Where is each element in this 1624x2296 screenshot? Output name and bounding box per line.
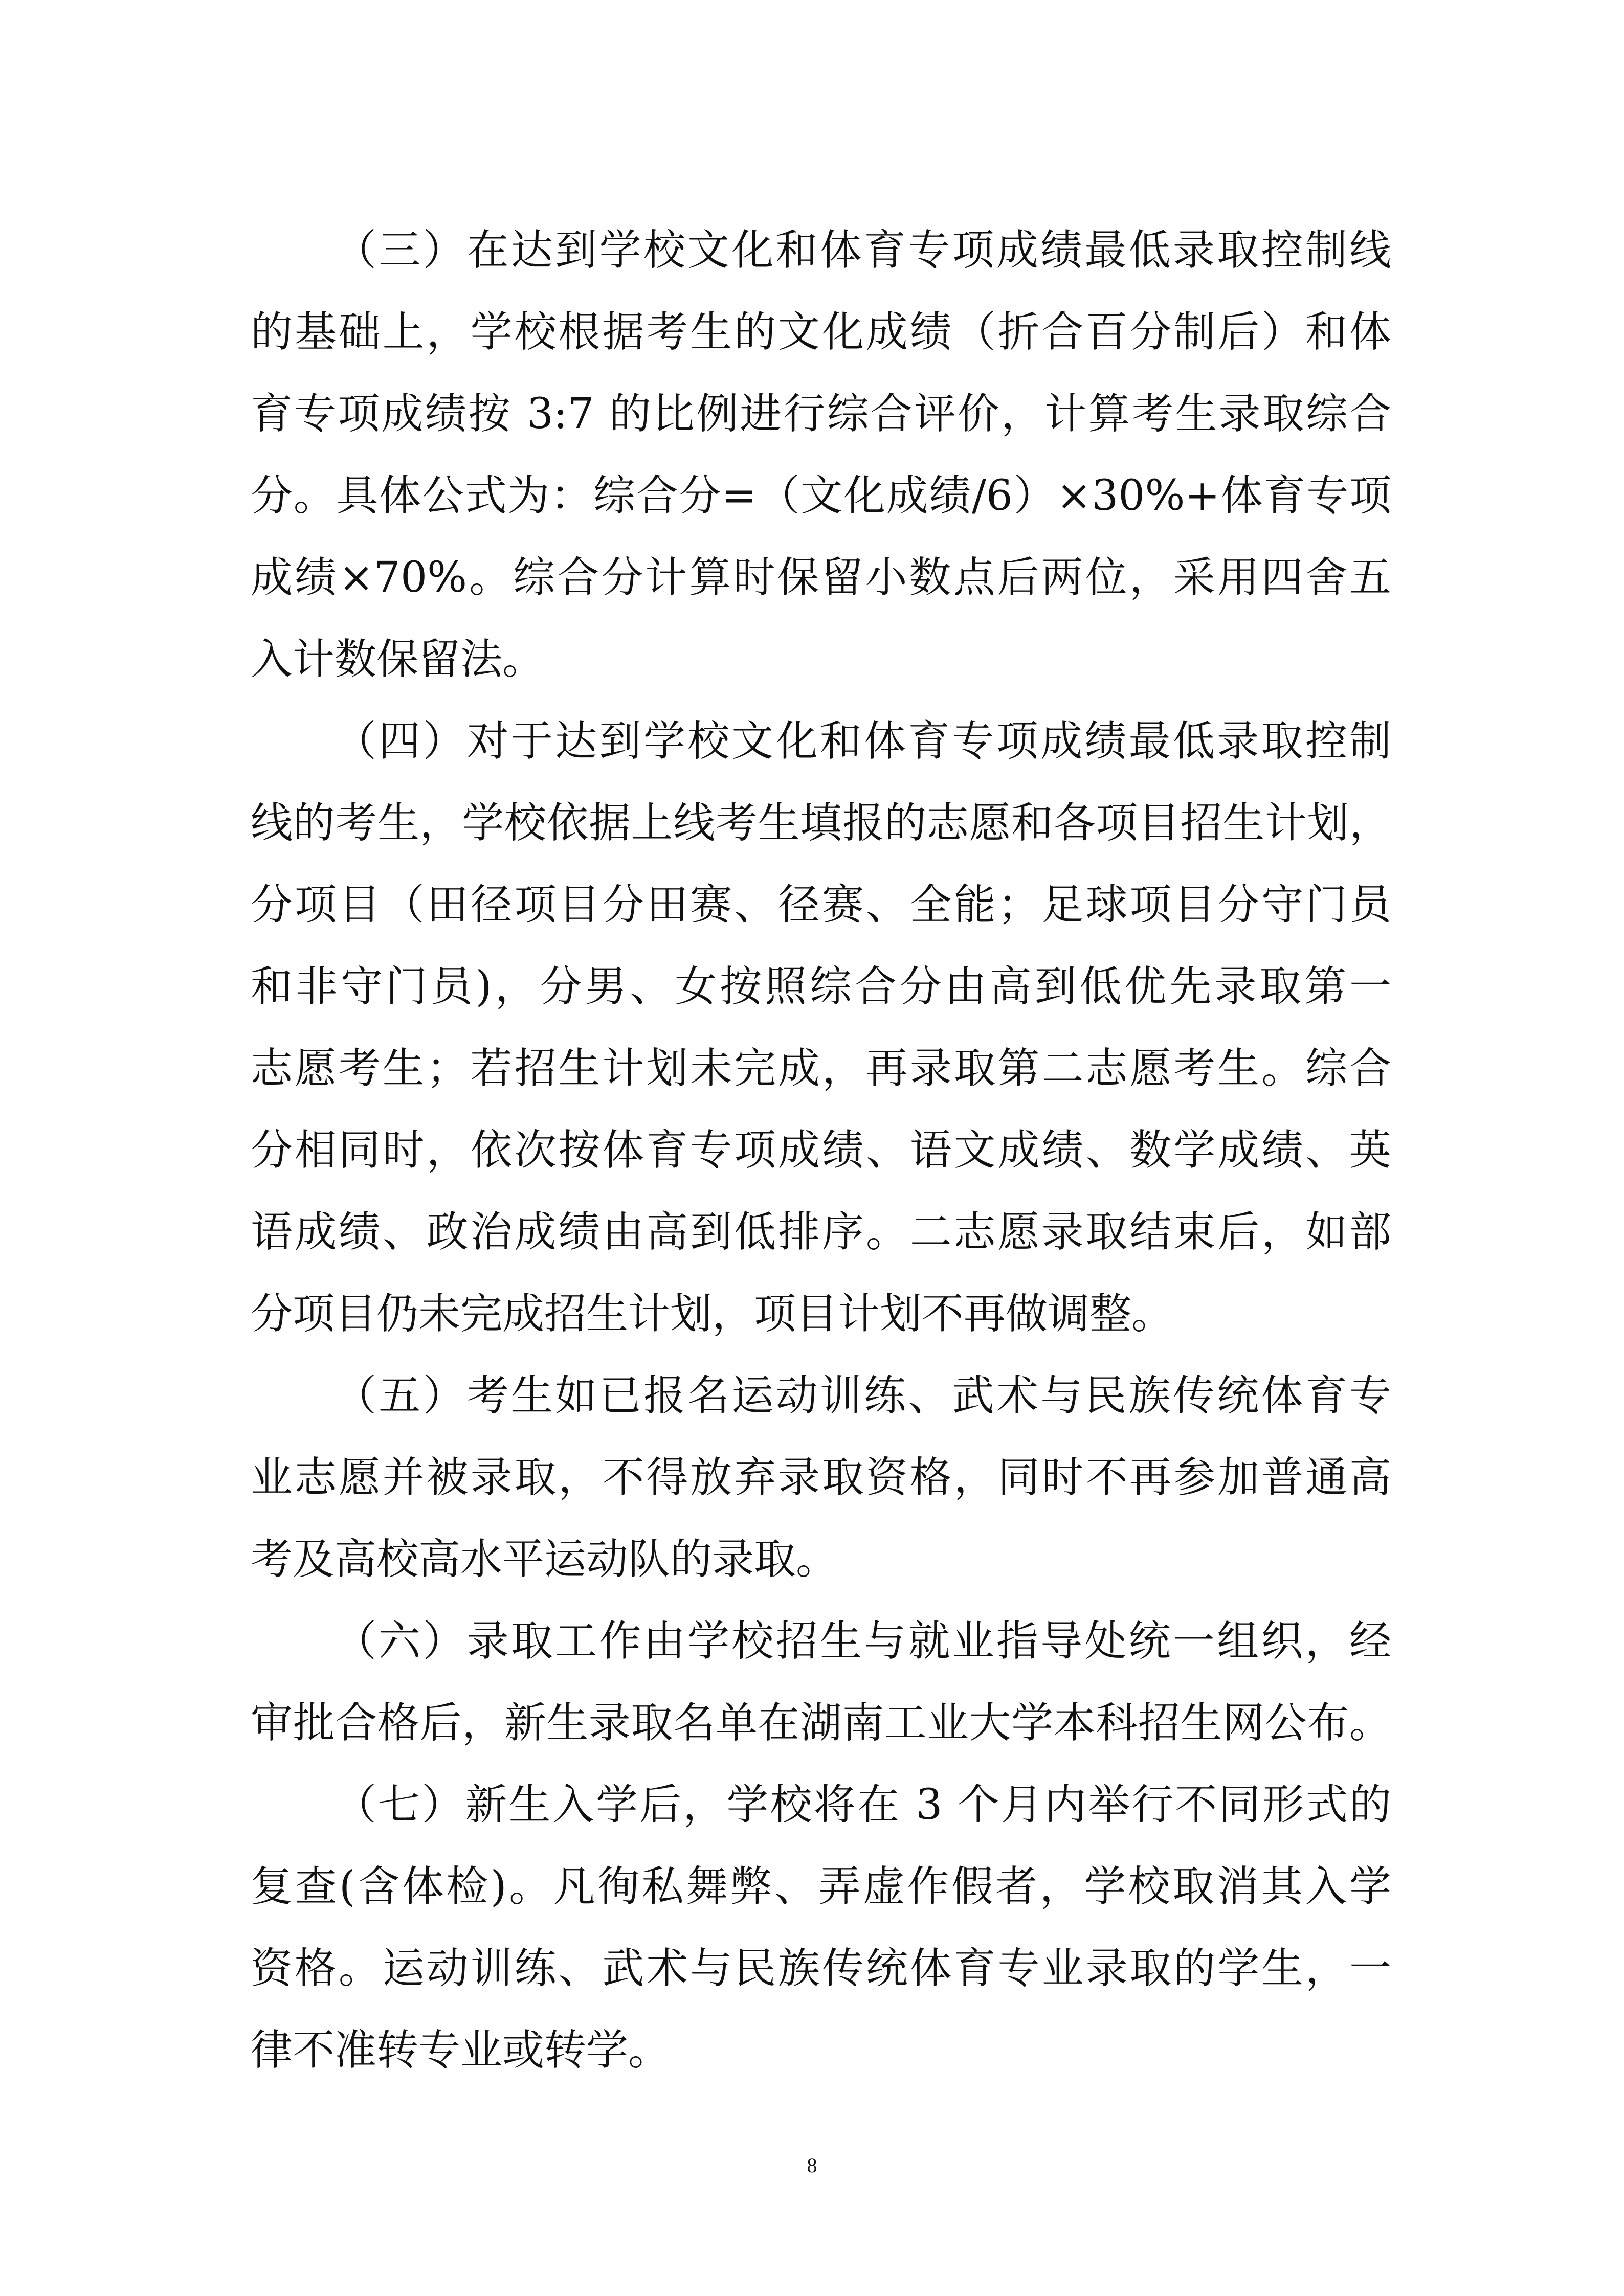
paragraph-6-line: （六）录取工作由学校招生与就业指导处统一组织，经 xyxy=(335,1617,1391,1665)
paragraph-6-line: 审批合格后，新生录取名单在湖南工业大学本科招生网公布。 xyxy=(251,1699,1391,1747)
body-text xyxy=(251,210,1391,2091)
paragraph-7-line: 复查(含体检)。凡徇私舞弊、弄虚作假者，学校取消其入学 xyxy=(251,1862,1391,1911)
paragraph-4-line: 分项目仍未完成招生计划，项目计划不再做调整。 xyxy=(251,1290,1174,1338)
paragraph-4-line: （四）对于达到学校文化和体育专项成绩最低录取控制 xyxy=(335,717,1391,766)
paragraph-4-line: 线的考生，学校依据上线考生填报的志愿和各项目招生计划， xyxy=(251,799,1391,847)
paragraph-5-line: 考及高校高水平运动队的录取。 xyxy=(251,1535,838,1584)
paragraph-3-line: 分。具体公式为：综合分=（文化成绩/6）×30%+体育专项 xyxy=(251,471,1391,520)
paragraph-4-line: 志愿考生；若招生计划未完成，再录取第二志愿考生。综合 xyxy=(251,1044,1391,1093)
paragraph-4-line: 语成绩、政治成绩由高到低排序。二志愿录取结束后，如部 xyxy=(251,1208,1391,1256)
page-number: 8 xyxy=(807,2154,817,2177)
paragraph-3-line: （三）在达到学校文化和体育专项成绩最低录取控制线 xyxy=(335,226,1391,275)
paragraph-7-line: （七）新生入学后，学校将在 3 个月内举行不同形式的 xyxy=(335,1781,1391,1829)
paragraph-3-line: 的基础上，学校根据考生的文化成绩（折合百分制后）和体 xyxy=(251,308,1391,356)
paragraph-7-line: 资格。运动训练、武术与民族传统体育专业录取的学生，一 xyxy=(251,1944,1391,1993)
paragraph-7-line: 律不准转专业或转学。 xyxy=(251,2026,671,2075)
paragraph-5-line: 业志愿并被录取，不得放弃录取资格，同时不再参加普通高 xyxy=(251,1453,1391,1502)
paragraph-3-line: 育专项成绩按 3:7 的比例进行综合评价，计算考生录取综合 xyxy=(251,390,1391,438)
paragraph-3-line: 入计数保留法。 xyxy=(251,635,545,684)
paragraph-4-line: 分相同时，依次按体育专项成绩、语文成绩、数学成绩、英 xyxy=(251,1126,1391,1175)
paragraph-5-line: （五）考生如已报名运动训练、武术与民族传统体育专 xyxy=(335,1371,1391,1420)
paragraph-3-line: 成绩×70%。综合分计算时保留小数点后两位，采用四舍五 xyxy=(251,553,1391,602)
paragraph-4-line: 和非守门员)，分男、女按照综合分由高到低优先录取第一 xyxy=(251,962,1391,1011)
paragraph-4-line: 分项目（田径项目分田赛、径赛、全能；足球项目分守门员 xyxy=(251,881,1391,929)
